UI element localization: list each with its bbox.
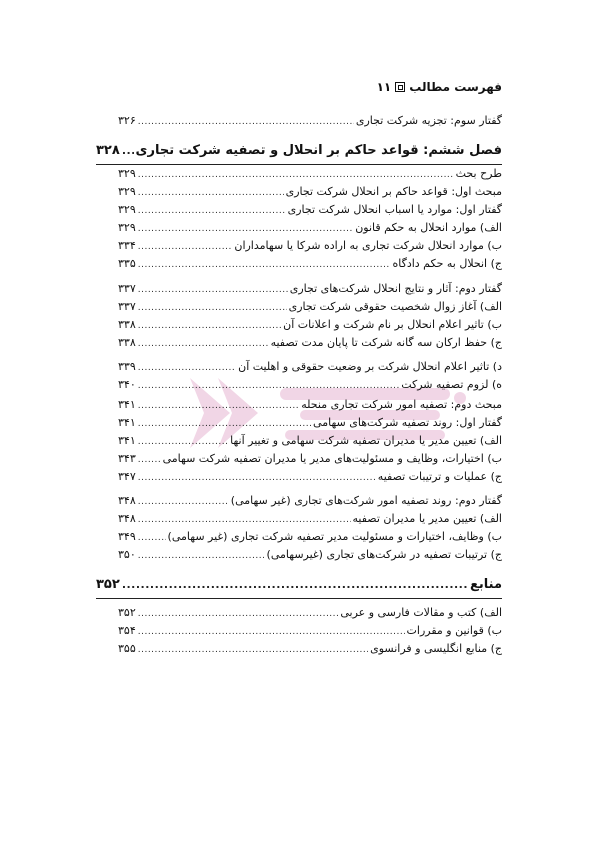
toc-entry-row[interactable]	[118, 219, 502, 237]
toc-entry-row[interactable]	[118, 468, 502, 486]
toc-leader-dots	[138, 469, 376, 487]
toc-leader-dots	[138, 433, 228, 451]
running-header-title: فهرست مطالب	[409, 80, 502, 94]
toc-entry-title: الف) موارد انحلال به حکم قانون	[355, 221, 502, 234]
toc-entry-title: الف) آغاز زوال شخصیت حقوقی شرکت تجاری	[288, 300, 502, 313]
book-icon	[395, 82, 405, 92]
toc-entry-title: الف) کتب و مقالات فارسی و عربی	[340, 606, 502, 619]
chapter-underline-rule	[96, 598, 502, 599]
toc-entry-title: فصل ششم: قواعد حاکم بر انحلال و تصفیه شرکت تجاری	[135, 143, 502, 158]
toc-entry-title: ب) اختیارات، وظایف و مسئولیت‌های مدیر یا مدیران تصفیه شرکت سهامی	[162, 452, 502, 465]
toc-entry-title: ج) انحلال به حکم دادگاه	[392, 257, 502, 270]
toc-entry-row[interactable]	[118, 376, 502, 394]
toc-chapter-row[interactable]	[96, 140, 502, 162]
toc-leader-dots	[138, 184, 284, 202]
toc-entry-title: گفتار اول: روند تصفیه شرکت‌های سهامی	[313, 416, 502, 429]
toc-page-number: ۳۵۲	[96, 577, 120, 592]
toc-entry-title: مبحث اول: قواعد حاکم بر انحلال شرکت تجاری	[285, 185, 502, 198]
toc-leader-dots	[138, 641, 368, 659]
toc-entry-row[interactable]	[118, 528, 502, 546]
toc-entry-title: طرح بحث	[455, 167, 502, 180]
toc-entry-row[interactable]	[118, 165, 502, 183]
toc-entry-title: ب) تاثیر اعلام انحلال بر نام شرکت و اعلانات آن	[283, 318, 502, 331]
toc-page-number: ۳۴۱	[118, 416, 136, 429]
toc-page-number: ۳۲۹	[118, 167, 136, 180]
toc-leader-dots	[138, 529, 166, 547]
toc-page-number: ۳۵۰	[118, 548, 136, 561]
toc-entry-title: گفتار دوم: روند تصفیه امور شرکت‌های تجاری (غیر سهامی)	[230, 494, 502, 507]
toc-page-number: ۳۴۷	[118, 470, 136, 483]
toc-entry-row[interactable]	[118, 492, 502, 510]
toc-entry-row[interactable]	[118, 280, 502, 298]
toc-page-number: ۳۲۸	[96, 143, 120, 158]
toc-page-number: ۳۴۱	[118, 434, 136, 447]
toc-entry-row[interactable]	[118, 546, 502, 564]
toc-entry-title: الف) تعیین مدیر یا مدیران تصفیه شرکت سهامی و تغییر آنها	[230, 434, 502, 447]
toc-page-number: ۳۵۲	[118, 606, 136, 619]
toc-leader-dots	[138, 451, 161, 469]
toc-entry-row[interactable]	[118, 640, 502, 658]
toc-page-number: ۳۲۹	[118, 185, 136, 198]
toc-entry-row[interactable]	[118, 334, 502, 352]
toc-page-number: ۳۳۸	[118, 336, 136, 349]
toc-leader-dots	[138, 547, 265, 565]
toc-entry-title: گفتار اول: موارد یا اسباب انحلال شرکت تجاری	[287, 203, 502, 216]
toc-leader-dots	[138, 238, 233, 256]
toc-entry-title: مبحث دوم: تصفیه امور شرکت تجاری منحله	[301, 398, 502, 411]
toc-leader-dots	[138, 605, 339, 623]
toc-entry-row[interactable]	[118, 450, 502, 468]
toc-entry-title: ه) لزوم تصفیه شرکت	[401, 378, 502, 391]
toc-page-number: ۳۴۰	[118, 378, 136, 391]
toc-entry-row[interactable]	[118, 396, 502, 414]
toc-page-number: ۳۲۶	[118, 114, 136, 127]
toc-leader-dots	[138, 415, 311, 433]
toc-entry-row[interactable]	[118, 316, 502, 334]
toc-entry-title: گفتار دوم: آثار و نتایج انحلال شرکت‌های تجاری	[289, 282, 502, 295]
toc-leader-dots	[138, 623, 405, 641]
toc-page-number: ۳۲۹	[118, 203, 136, 216]
toc-entry-row[interactable]	[118, 298, 502, 316]
toc-entry-title: د) تاثیر اعلام انحلال شرکت بر وضعیت حقوقی و اهلیت آن	[238, 360, 502, 373]
toc-entry-row[interactable]	[118, 255, 502, 273]
toc-leader-dots	[138, 377, 399, 395]
toc-leader-dots	[138, 166, 454, 184]
toc-entry-row[interactable]	[118, 358, 502, 376]
toc-entry-title: گفتار سوم: تجزیه شرکت تجاری	[355, 114, 502, 127]
toc-page-number: ۳۵۴	[118, 624, 136, 637]
toc-entry-title: ج) ترتیبات تصفیه در شرکت‌های تجاری (غیرسهامی)	[266, 548, 502, 561]
toc-page-number: ۳۴۸	[118, 512, 136, 525]
toc-entry-title: ج) حفظ ارکان سه گانه شرکت تا پایان مدت تصفیه	[270, 336, 502, 349]
toc-page-number: ۳۲۹	[118, 221, 136, 234]
toc-page-number: ۳۵۵	[118, 642, 136, 655]
toc-entry-title: ج) منابع انگلیسی و فرانسوی	[370, 642, 502, 655]
toc-leader-dots	[122, 574, 468, 596]
toc-entry-row[interactable]	[118, 432, 502, 450]
toc-leader-dots	[138, 299, 287, 317]
toc-page-number: ۳۴۸	[118, 494, 136, 507]
toc-entry-row[interactable]	[118, 510, 502, 528]
toc-page-number: ۳۴۹	[118, 530, 136, 543]
toc-page-number: ۳۳۹	[118, 360, 136, 373]
toc-leader-dots	[138, 113, 354, 131]
toc-entry-title: منابع	[470, 577, 502, 592]
toc-page-number: ۳۴۱	[118, 398, 136, 411]
toc-leader-dots	[138, 359, 236, 377]
toc-entry-title: الف) تعیین مدیر یا مدیران تصفیه	[352, 512, 502, 525]
toc-leader-dots	[138, 493, 229, 511]
toc-leader-dots	[122, 140, 134, 162]
running-header-page-number: ۱۱	[376, 80, 392, 94]
toc-page-number: ۳۳۷	[118, 300, 136, 313]
toc-leader-dots	[138, 511, 351, 529]
toc-leader-dots	[138, 202, 286, 220]
chapter-underline-rule	[96, 164, 502, 165]
toc-page-number: ۳۳۷	[118, 282, 136, 295]
toc-leader-dots	[138, 281, 288, 299]
toc-entry-row[interactable]	[118, 414, 502, 432]
toc-entry-row[interactable]	[118, 604, 502, 622]
toc-chapter-row[interactable]	[96, 574, 502, 596]
toc-leader-dots	[138, 220, 353, 238]
running-header	[377, 80, 502, 94]
toc-entry-title: ب) موارد انحلال شرکت تجاری به اراده شرکا یا سهامداران	[234, 239, 502, 252]
toc-leader-dots	[138, 256, 391, 274]
toc-entry-row[interactable]	[118, 112, 502, 130]
toc-page-number: ۳۳۵	[118, 257, 136, 270]
toc-page-number: ۳۳۴	[118, 239, 136, 252]
toc-entry-title: ج) عملیات و ترتیبات تصفیه	[377, 470, 502, 483]
toc-entry-row[interactable]	[118, 622, 502, 640]
toc-entry-title: ب) قوانین و مقررات	[406, 624, 502, 637]
toc-leader-dots	[138, 397, 300, 415]
toc-page-number: ۳۳۸	[118, 318, 136, 331]
toc-entry-title: ب) وظایف، اختیارات و مسئولیت مدیر تصفیه شرکت تجاری (غیر سهامی)	[167, 530, 502, 543]
toc-leader-dots	[138, 317, 281, 335]
toc-page-number: ۳۴۳	[118, 452, 136, 465]
toc-entry-row[interactable]	[118, 237, 502, 255]
toc-leader-dots	[138, 335, 269, 353]
toc-entry-row[interactable]	[118, 183, 502, 201]
toc-entry-row[interactable]	[118, 201, 502, 219]
